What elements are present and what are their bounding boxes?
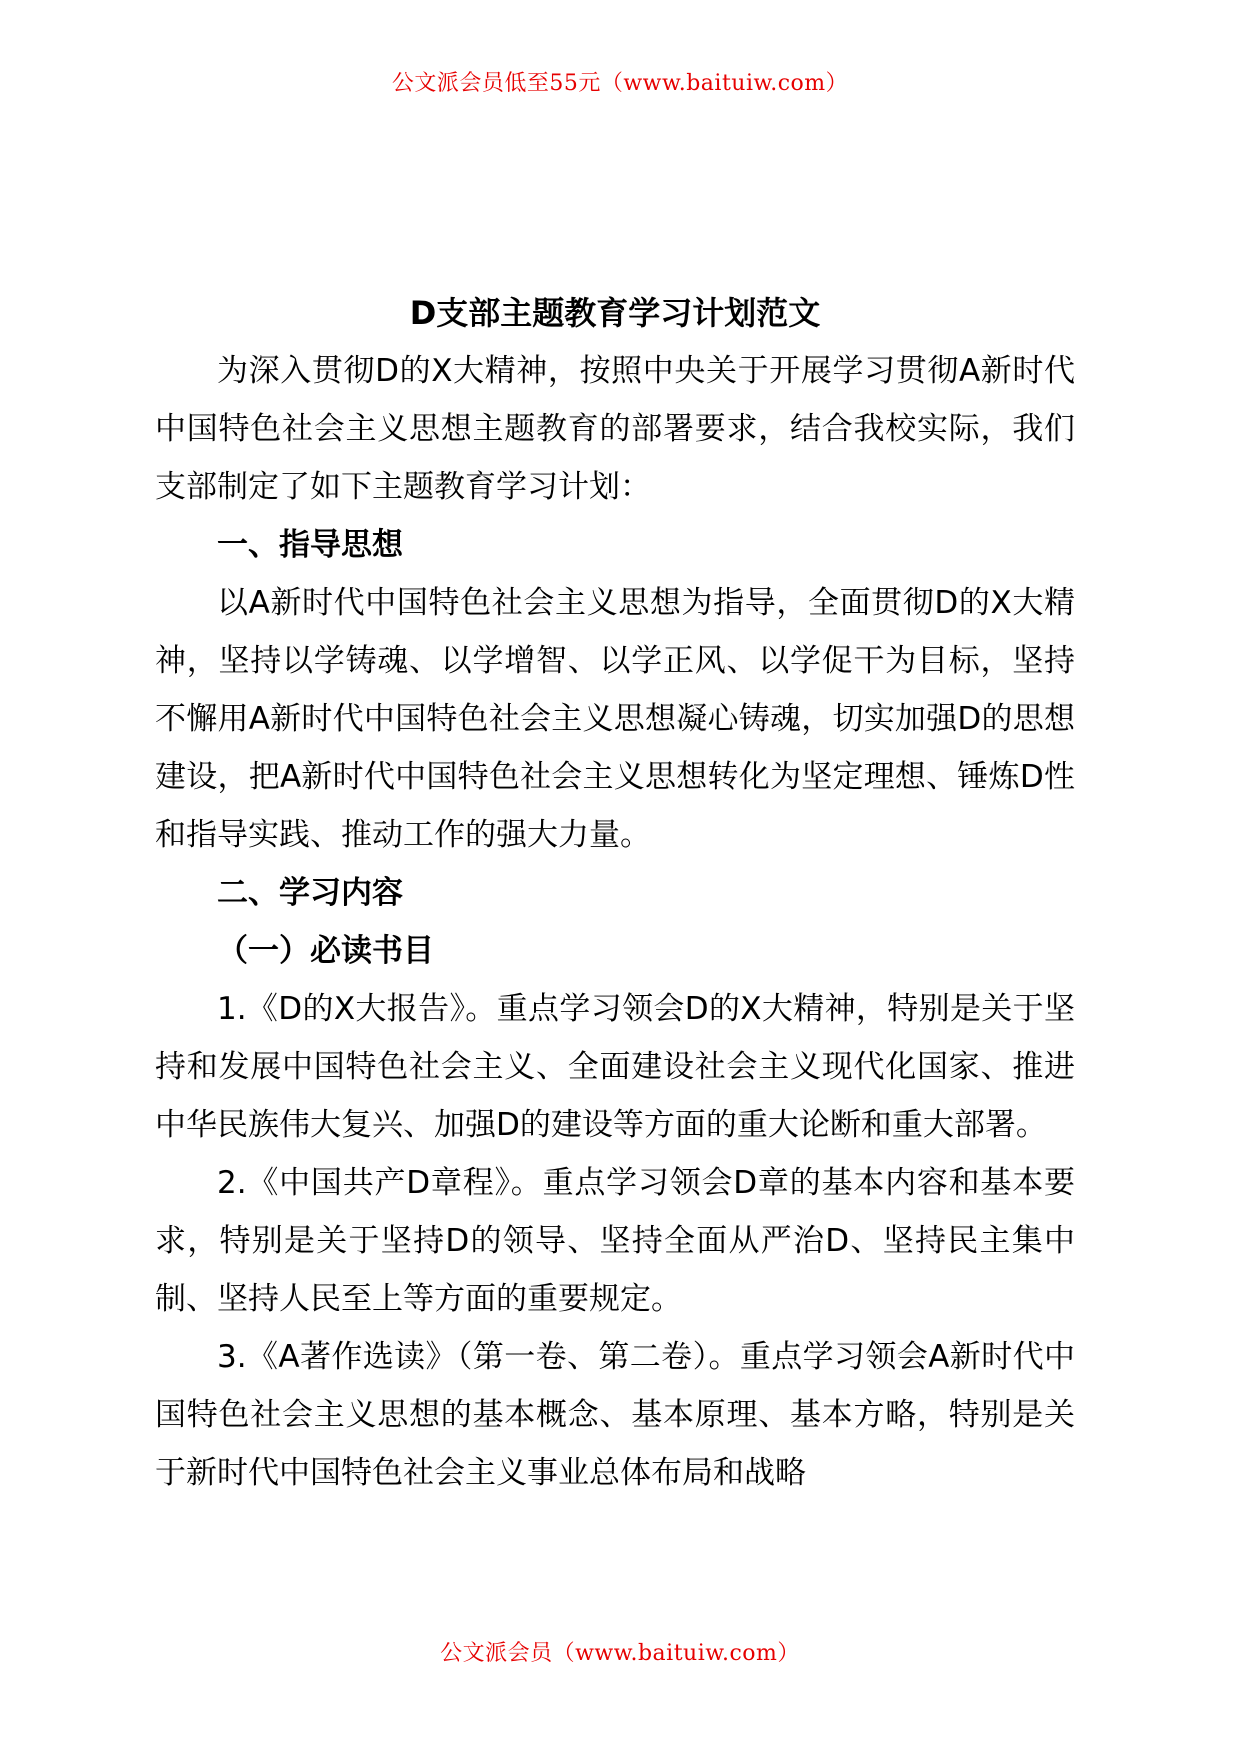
header-promo-note: 公文派会员低至55元（www.baituiw.com） bbox=[391, 71, 849, 96]
reading-item-3: 3.《A著作选读》（第一卷、第二卷）。重点学习领会A新时代中国特色社会主义思想的基本概念、基本原理、基本方略，特别是关于新时代中国特色社会主义事业总体布局和战略 bbox=[155, 1339, 1075, 1491]
footer-promo-note: 公文派会员（www.baituiw.com） bbox=[440, 1641, 800, 1666]
reading-item-2: 2.《中国共产D章程》。重点学习领会D章的基本内容和基本要求，特别是关于坚持D的领导、坚持全面从严治D、坚持民主集中制、坚持人民至上等方面的重要规定。 bbox=[155, 1165, 1075, 1317]
section-heading-guiding-thought: 一、指导思想 bbox=[217, 527, 403, 563]
section-heading-study-content: 二、学习内容 bbox=[217, 875, 403, 911]
reading-item-1: 1.《D的X大报告》。重点学习领会D的X大精神，特别是关于坚持和发展中国特色社会主义、全面建设社会主义现代化国家、推进中华民族伟大复兴、加强D的建设等方面的重大论断和重大部署。 bbox=[155, 991, 1075, 1143]
intro-paragraph: 为深入贯彻D的X大精神，按照中央关于开展学习贯彻A新时代中国特色社会主义思想主题教育的部署要求，结合我校实际，我们支部制定了如下主题教育学习计划： bbox=[155, 353, 1075, 505]
guiding-thought-paragraph: 以A新时代中国特色社会主义思想为指导，全面贯彻D的X大精神，坚持以学铸魂、以学增智、以学正风、以学促干为目标，坚持不懈用A新时代中国特色社会主义思想凝心铸魂，切实加强D的思想建设，把A新时代中国特色社会主义思想转化为坚定理想、锤炼D性和指导实践、推动工作的强大力量。 bbox=[155, 585, 1075, 853]
document-title: D支部主题教育学习计划范文 bbox=[409, 294, 821, 332]
document-body bbox=[155, 284, 1075, 1502]
subsection-heading-required-reading: （一）必读书目 bbox=[217, 933, 434, 969]
